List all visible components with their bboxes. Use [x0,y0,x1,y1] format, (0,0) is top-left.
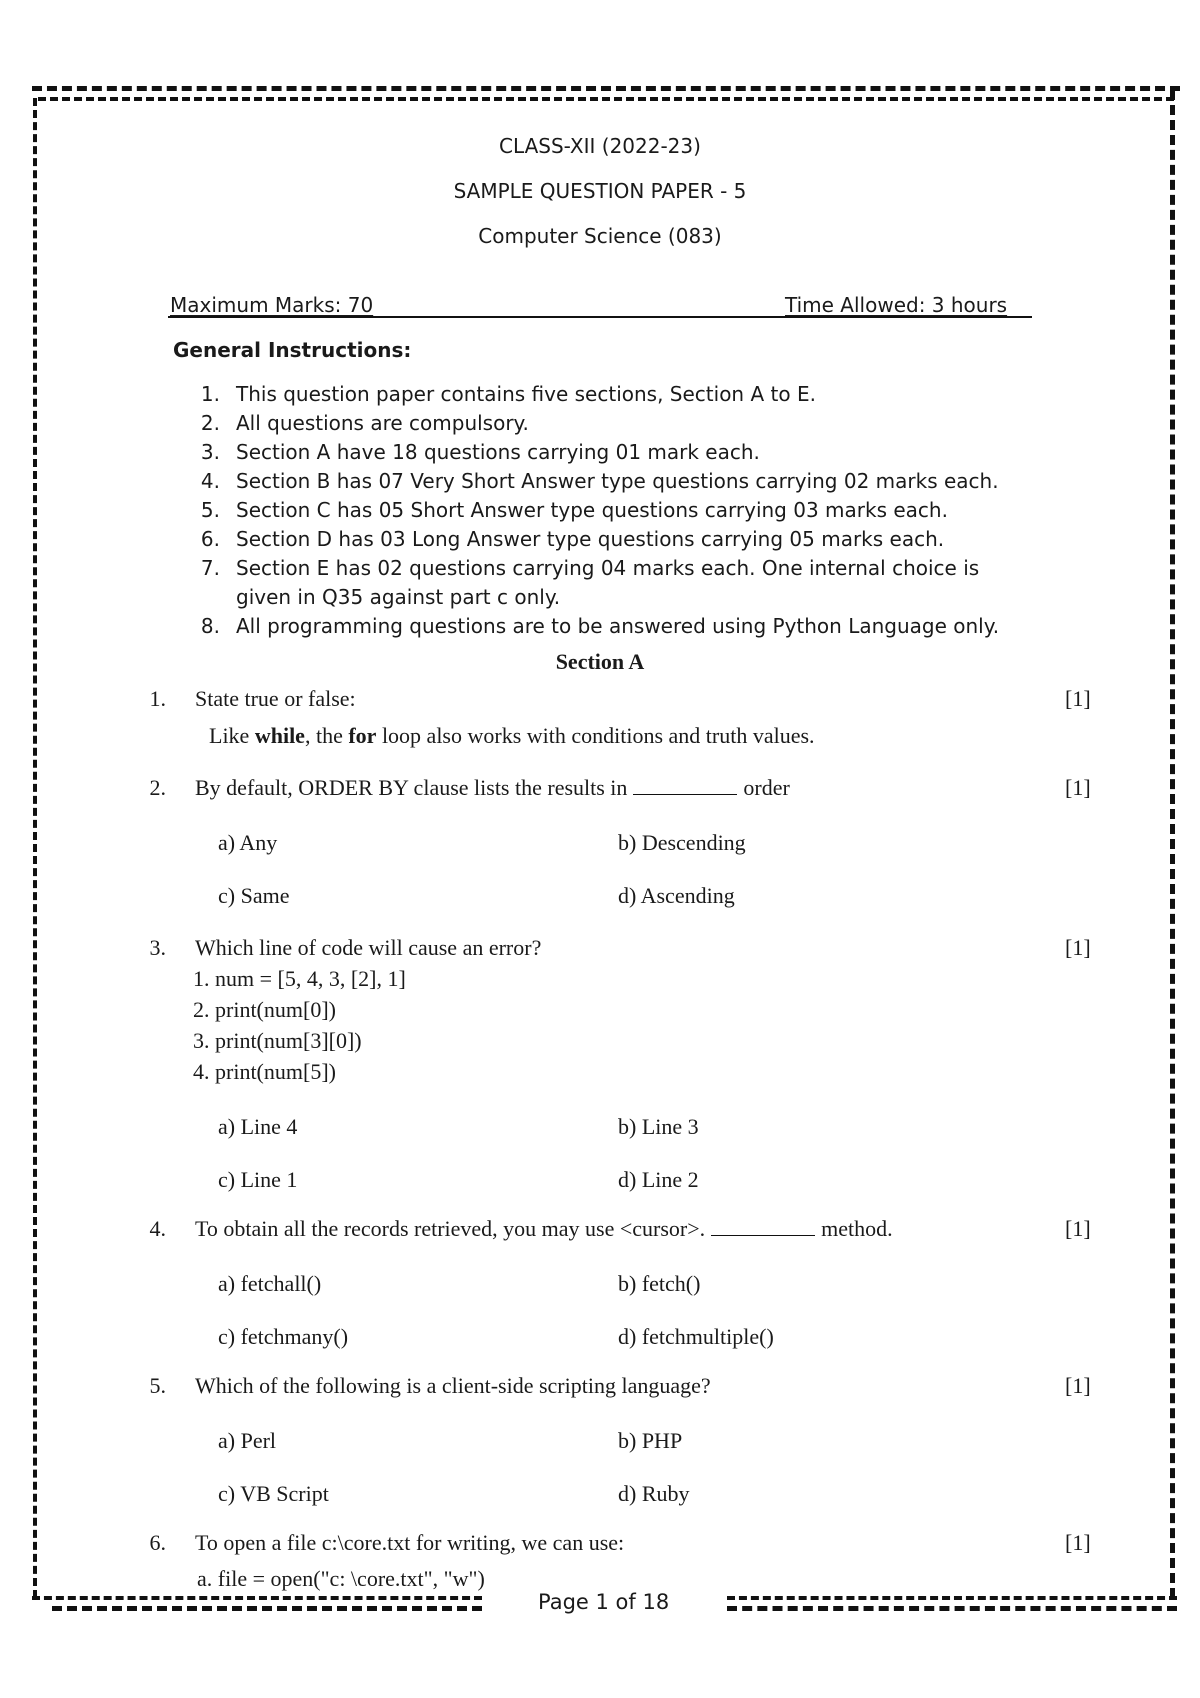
class-title: CLASS-XII (2022-23) [499,134,701,158]
option-b: b) Line 3 [618,1114,699,1139]
option-c: c) Line 1 [218,1167,298,1192]
answer-blank [711,1234,815,1236]
question-mark: [1] [1065,686,1091,711]
question-number: 6. [149,1530,166,1555]
instruction-item: Section B has 07 Very Short Answer type questions carrying 02 marks each. [236,469,999,493]
instruction-item-continued: given in Q35 against part c only. [236,585,561,609]
border-bottom-left-outer [32,1596,482,1600]
option-b: b) PHP [618,1428,683,1453]
instruction-number: 3. [200,440,220,464]
subject-title: Computer Science (083) [478,224,722,248]
paper-title: SAMPLE QUESTION PAPER - 5 [453,179,747,203]
instruction-number: 6. [200,527,220,551]
option-d: d) Line 2 [618,1167,699,1192]
question-mark: [1] [1065,1530,1091,1555]
option-b: b) Descending [618,830,746,855]
instruction-item: All questions are compulsory. [236,411,529,435]
option-c: c) fetchmany() [218,1324,349,1349]
border-top-inner [38,97,1174,101]
question-statement: Like while, the for loop also works with conditions and truth values. [209,723,815,748]
border-bottom-left-inner [52,1606,482,1611]
option-a: a) fetchall() [218,1271,322,1296]
instruction-item: Section C has 05 Short Answer type questions carrying 03 marks each. [236,498,948,522]
option-c: c) VB Script [218,1481,329,1506]
question-text: Which of the following is a client-side scripting language? [195,1373,711,1398]
question-mark: [1] [1065,1373,1091,1398]
question-text: To obtain all the records retrieved, you may use <cursor>. method. [195,1216,893,1241]
option-d: d) Ruby [618,1481,690,1506]
question-number: 3. [149,935,166,960]
instruction-item: Section D has 03 Long Answer type questions carrying 05 marks each. [236,527,945,551]
border-right [1170,90,1175,1598]
question-number: 4. [149,1216,166,1241]
code-line: 1. num = [5, 4, 3, [2], 1] [193,966,406,991]
border-bottom-right-inner [727,1606,1177,1611]
border-bottom-right-outer [727,1596,1177,1600]
question-text: By default, ORDER BY clause lists the results in order [195,775,790,800]
question-number: 1. [149,686,166,711]
instruction-number: 1. [200,382,220,406]
question-mark: [1] [1065,775,1091,800]
instruction-number: 2. [200,411,220,435]
code-line: 2. print(num[0]) [193,997,336,1022]
header-rule [168,316,1032,318]
option-d: d) fetchmultiple() [618,1324,774,1349]
time-allowed: Time Allowed: 3 hours [785,293,1008,317]
page-number: Page 1 of 18 [538,1590,670,1614]
option-b: b) fetch() [618,1271,701,1296]
max-marks: Maximum Marks: 70 [170,293,374,317]
question-mark: [1] [1065,935,1091,960]
instruction-item: Section E has 02 questions carrying 04 marks each. One internal choice is [236,556,980,580]
instruction-number: 4. [200,469,220,493]
code-line: 3. print(num[3][0]) [193,1028,362,1053]
section-title: Section A [555,649,645,674]
answer-blank [633,793,737,795]
question-number: 5. [149,1373,166,1398]
instruction-number: 8. [200,614,220,638]
question-mark: [1] [1065,1216,1091,1241]
instruction-number: 7. [200,556,220,580]
code-line: 4. print(num[5]) [193,1059,336,1084]
instruction-number: 5. [200,498,220,522]
option-a: a) Perl [218,1428,277,1453]
instruction-item: This question paper contains five sections, Section A to E. [236,382,816,406]
border-top-outer [32,86,1180,91]
question-text: To open a file c:\core.txt for writing, we can use: [195,1530,625,1555]
general-instructions-title: General Instructions: [173,338,412,362]
question-text: Which line of code will cause an error? [195,935,542,960]
option-a: a. file = open("c: \core.txt", "w") [197,1566,485,1591]
option-c: c) Same [218,883,290,908]
question-text: State true or false: [195,686,356,711]
instruction-item: Section A have 18 questions carrying 01 mark each. [236,440,760,464]
question-number: 2. [149,775,166,800]
instruction-item: All programming questions are to be answered using Python Language only. [236,614,1000,638]
option-a: a) Line 4 [218,1114,298,1139]
border-left [33,98,37,1598]
option-d: d) Ascending [618,883,735,908]
option-a: a) Any [218,830,278,855]
